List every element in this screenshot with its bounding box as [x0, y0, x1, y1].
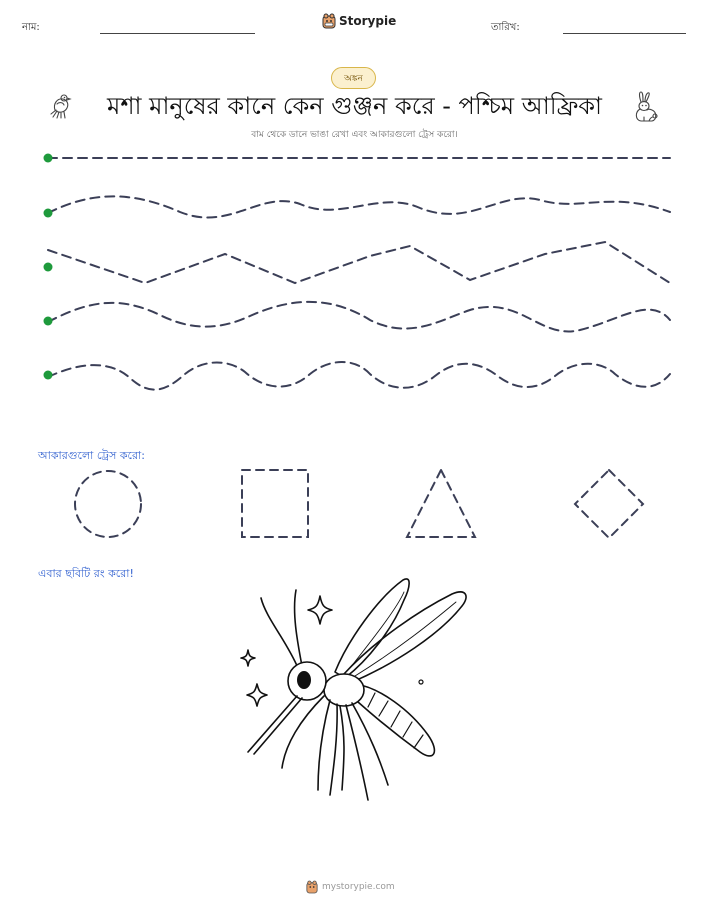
coloring-section-label: এবার ছবিটি রং করো!: [38, 567, 134, 580]
category-badge: অঙ্কন: [331, 67, 376, 89]
antenna: [261, 598, 298, 668]
trace-line-zigzag[interactable]: [48, 242, 670, 283]
instructions: বাম থেকে ডানে ভাঙা রেখা এবং আকারগুলো ট্রেস করো।: [251, 130, 458, 140]
brand-name: Storypie: [339, 14, 397, 28]
start-dot: [44, 154, 53, 163]
trace-line-wave[interactable]: [48, 196, 670, 217]
leg: [318, 700, 330, 790]
tracing-lines: [0, 140, 709, 400]
sparkle: [308, 596, 332, 624]
footer-url[interactable]: mystorypie.com: [322, 882, 395, 892]
start-dot: [44, 317, 53, 326]
start-dot: [44, 371, 53, 380]
antenna: [295, 590, 302, 666]
trace-shapes: [0, 460, 709, 550]
storypie-logo-icon: [306, 880, 318, 894]
page-title: মশা মানুষের কানে কেন গুঞ্জন করে - পশ্চিম আফ্রিকা: [107, 92, 602, 120]
date-input-line[interactable]: [563, 33, 686, 34]
mosquito-coloring-picture[interactable]: [230, 574, 480, 814]
wing: [343, 592, 466, 683]
name-input-line[interactable]: [100, 33, 255, 34]
wing: [335, 579, 409, 678]
trace-circle[interactable]: [75, 471, 141, 537]
trace-diamond[interactable]: [575, 470, 643, 538]
date-label: তারিখ:: [491, 22, 520, 33]
brand: [322, 13, 396, 29]
footer: [306, 880, 395, 894]
trace-line-wave-2[interactable]: [48, 302, 670, 332]
trace-triangle[interactable]: [407, 470, 475, 537]
start-dot: [44, 209, 53, 218]
name-label: নাম:: [22, 22, 40, 33]
start-dot: [44, 263, 53, 272]
trace-square[interactable]: [242, 470, 308, 537]
shapes-section-label: আকারগুলো ট্রেস করো:: [38, 449, 145, 462]
bird-icon: [47, 90, 79, 122]
storypie-logo-icon: [322, 13, 336, 29]
eye: [297, 671, 311, 689]
trace-line-curvy[interactable]: [48, 362, 670, 390]
rabbit-icon: [630, 90, 660, 124]
